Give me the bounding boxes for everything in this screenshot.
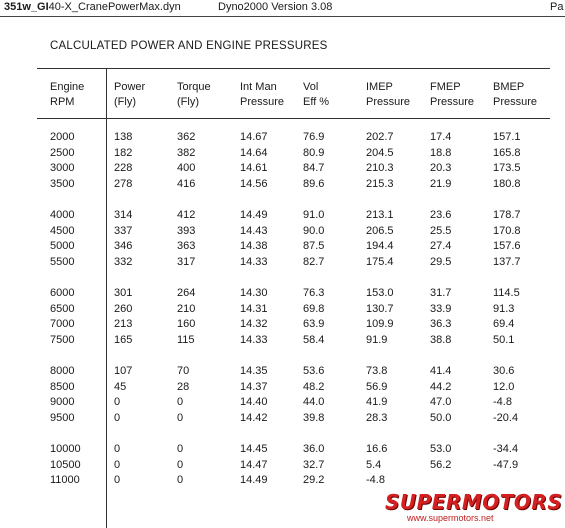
table-row (0, 303, 565, 317)
cell-bmep-pressure: 50.1 (493, 333, 515, 346)
cell-vol-eff: 44.0 (303, 396, 325, 408)
column-header-line: FMEP (430, 81, 461, 93)
cell-imep-pressure: 213.1 (366, 209, 394, 221)
table-row (0, 225, 565, 239)
column-header-line: Engine (50, 81, 85, 93)
cell-vol-eff: 63.9 (303, 318, 325, 330)
cell-engine-rpm: 6500 (50, 302, 75, 315)
cell-fmep-pressure: 27.4 (430, 240, 452, 252)
cell-power-fly: 337 (114, 224, 133, 237)
cell-engine-rpm: 11000 (50, 474, 80, 486)
cell-power-fly: 165 (114, 333, 133, 346)
table-row (0, 396, 565, 410)
table-row (0, 162, 565, 176)
cell-int-man-pressure: 14.30 (240, 287, 268, 299)
table-row (0, 147, 565, 161)
cell-power-fly: 0 (114, 443, 121, 455)
cell-power-fly: 228 (114, 162, 133, 174)
page-label: Pa (550, 1, 564, 13)
cell-fmep-pressure: 56.2 (430, 458, 452, 471)
cell-torque-fly: 70 (177, 365, 190, 377)
cell-engine-rpm: 3000 (50, 162, 75, 174)
cell-power-fly: 182 (114, 146, 133, 159)
cell-int-man-pressure: 14.40 (240, 396, 268, 408)
watermark-logo (385, 490, 561, 526)
cell-vol-eff: 89.6 (303, 177, 325, 190)
cell-imep-pressure: 175.4 (366, 255, 394, 268)
cell-torque-fly: 0 (177, 411, 184, 424)
cell-int-man-pressure: 14.42 (240, 411, 268, 424)
cell-vol-eff: 53.6 (303, 365, 325, 377)
cell-fmep-pressure: 18.8 (430, 146, 452, 159)
cell-bmep-pressure: -20.4 (493, 411, 519, 424)
cell-bmep-pressure: 137.7 (493, 255, 521, 268)
cell-imep-pressure: 5.4 (366, 458, 382, 471)
cell-bmep-pressure: 91.3 (493, 302, 515, 315)
cell-bmep-pressure: 170.8 (493, 224, 521, 237)
cell-torque-fly: 362 (177, 131, 196, 143)
cell-int-man-pressure: 14.56 (240, 177, 268, 190)
table-row (0, 443, 565, 457)
column-header-vol-eff (303, 80, 329, 110)
cell-imep-pressure: 210.3 (366, 162, 394, 174)
cell-engine-rpm: 7000 (50, 318, 75, 330)
table-row (0, 178, 565, 192)
cell-fmep-pressure: 36.3 (430, 318, 452, 330)
cell-engine-rpm: 5500 (50, 255, 75, 268)
table-row (0, 131, 565, 145)
column-header-line: Int Man (240, 81, 277, 93)
cell-fmep-pressure: 23.6 (430, 209, 452, 221)
cell-imep-pressure: 153.0 (366, 287, 394, 299)
column-header-line: Pressure (493, 96, 538, 108)
cell-bmep-pressure: -47.9 (493, 458, 519, 471)
column-header-line: Pressure (430, 96, 475, 108)
cell-bmep-pressure: 173.5 (493, 162, 521, 174)
cell-engine-rpm: 2000 (50, 131, 75, 143)
cell-power-fly: 346 (114, 240, 133, 252)
cell-bmep-pressure: 30.6 (493, 365, 515, 377)
cell-bmep-pressure: -4.8 (493, 396, 512, 408)
cell-int-man-pressure: 14.32 (240, 318, 268, 330)
table-row (0, 334, 565, 348)
column-header-int-man-pressure (240, 80, 284, 110)
cell-engine-rpm: 7500 (50, 333, 75, 346)
table-row (0, 256, 565, 270)
cell-bmep-pressure: 114.5 (493, 287, 520, 299)
cell-torque-fly: 382 (177, 146, 196, 159)
cell-engine-rpm: 2500 (50, 146, 75, 159)
cell-power-fly: 107 (114, 365, 133, 377)
cell-imep-pressure: 130.7 (366, 302, 394, 315)
cell-imep-pressure: 109.9 (366, 318, 394, 330)
cell-power-fly: 0 (114, 411, 121, 424)
app-version: Dyno2000 Version 3.08 (218, 1, 333, 13)
cell-fmep-pressure: 50.0 (430, 411, 452, 424)
cell-imep-pressure: 16.6 (366, 443, 388, 455)
table-row (0, 474, 565, 488)
cell-torque-fly: 115 (177, 333, 195, 346)
cell-vol-eff: 48.2 (303, 380, 325, 393)
cell-bmep-pressure: 180.8 (493, 177, 521, 190)
cell-vol-eff: 29.2 (303, 474, 325, 486)
table-row (0, 209, 565, 223)
cell-power-fly: 45 (114, 380, 127, 393)
cell-engine-rpm: 4000 (50, 209, 75, 221)
cell-power-fly: 0 (114, 458, 121, 471)
column-header-line: BMEP (493, 81, 525, 93)
cell-torque-fly: 400 (177, 162, 196, 174)
column-header-power-fly (114, 80, 145, 110)
cell-fmep-pressure: 21.9 (430, 177, 452, 190)
cell-fmep-pressure: 31.7 (430, 287, 452, 299)
cell-power-fly: 332 (114, 255, 133, 268)
cell-fmep-pressure: 20.3 (430, 162, 452, 174)
table-row (0, 240, 565, 254)
cell-power-fly: 213 (114, 318, 133, 330)
cell-engine-rpm: 4500 (50, 224, 75, 237)
cell-imep-pressure: 194.4 (366, 240, 394, 252)
column-header-bmep-pressure (493, 80, 537, 110)
column-header-line: IMEP (366, 81, 393, 93)
cell-int-man-pressure: 14.31 (240, 302, 268, 315)
document-header (0, 0, 565, 17)
cell-vol-eff: 90.0 (303, 224, 325, 237)
cell-int-man-pressure: 14.38 (240, 240, 268, 252)
cell-torque-fly: 0 (177, 443, 184, 455)
cell-power-fly: 0 (114, 396, 121, 408)
cell-torque-fly: 363 (177, 240, 196, 252)
column-header-line: Eff % (303, 96, 330, 108)
cell-torque-fly: 0 (177, 458, 184, 471)
cell-bmep-pressure: 165.8 (493, 146, 521, 159)
column-header-line: (Fly) (177, 96, 199, 108)
cell-int-man-pressure: 14.33 (240, 255, 268, 268)
cell-engine-rpm: 9000 (50, 396, 75, 408)
cell-torque-fly: 412 (177, 209, 196, 221)
cell-vol-eff: 84.7 (303, 162, 325, 174)
cell-vol-eff: 39.8 (303, 411, 325, 424)
cell-torque-fly: 416 (177, 177, 196, 190)
watermark-url: www.supermotors.net (407, 513, 494, 523)
cell-torque-fly: 0 (177, 474, 184, 486)
cell-engine-rpm: 8000 (50, 365, 75, 377)
table-row (0, 287, 565, 301)
cell-torque-fly: 393 (177, 224, 196, 237)
cell-int-man-pressure: 14.43 (240, 224, 268, 237)
cell-imep-pressure: 73.8 (366, 365, 388, 377)
column-header-imep-pressure (366, 80, 410, 110)
cell-vol-eff: 76.9 (303, 131, 325, 143)
cell-imep-pressure: 202.7 (366, 131, 394, 143)
cell-int-man-pressure: 14.49 (240, 209, 268, 221)
cell-fmep-pressure: 47.0 (430, 396, 452, 408)
column-header-line: RPM (50, 96, 75, 108)
cell-engine-rpm: 3500 (50, 177, 75, 190)
column-header-line: (Fly) (114, 96, 136, 108)
cell-fmep-pressure: 53.0 (430, 443, 452, 455)
table-header-rule (37, 118, 550, 119)
table-row (0, 365, 565, 379)
cell-engine-rpm: 5000 (50, 240, 75, 252)
cell-vol-eff: 58.4 (303, 333, 325, 346)
column-header-engine-rpm (50, 80, 84, 110)
cell-fmep-pressure: 17.4 (430, 131, 452, 143)
cell-vol-eff: 76.3 (303, 287, 325, 299)
cell-engine-rpm: 8500 (50, 380, 75, 393)
cell-torque-fly: 0 (177, 396, 184, 408)
cell-vol-eff: 91.0 (303, 209, 325, 221)
column-header-torque-fly (177, 80, 211, 110)
table-top-rule (37, 68, 550, 69)
file-name-bold: 351w_GI (4, 1, 49, 13)
cell-int-man-pressure: 14.37 (240, 380, 268, 393)
cell-torque-fly: 264 (177, 287, 196, 299)
cell-fmep-pressure: 41.4 (430, 365, 452, 377)
table-row (0, 381, 565, 395)
cell-fmep-pressure: 44.2 (430, 380, 452, 393)
cell-imep-pressure: 206.5 (366, 224, 394, 237)
cell-vol-eff: 87.5 (303, 240, 325, 252)
cell-int-man-pressure: 14.67 (240, 131, 268, 143)
cell-vol-eff: 32.7 (303, 458, 325, 471)
watermark-brand: SUPERMOTORS (385, 490, 563, 514)
cell-fmep-pressure: 33.9 (430, 302, 452, 315)
cell-power-fly: 301 (114, 287, 133, 299)
cell-engine-rpm: 10500 (50, 458, 81, 471)
cell-int-man-pressure: 14.45 (240, 443, 268, 455)
cell-vol-eff: 80.9 (303, 146, 325, 159)
cell-imep-pressure: 91.9 (366, 333, 388, 346)
document-title: CALCULATED POWER AND ENGINE PRESSURES (50, 40, 328, 52)
cell-torque-fly: 160 (177, 318, 196, 330)
cell-int-man-pressure: 14.35 (240, 365, 268, 377)
cell-imep-pressure: 41.9 (366, 396, 388, 408)
table-row (0, 412, 565, 426)
table-row (0, 318, 565, 332)
cell-torque-fly: 210 (177, 302, 196, 315)
column-header-line: Torque (177, 81, 211, 93)
cell-engine-rpm: 6000 (50, 287, 75, 299)
column-header-fmep-pressure (430, 80, 474, 110)
cell-bmep-pressure: 12.0 (493, 380, 515, 393)
cell-int-man-pressure: 14.33 (240, 333, 268, 346)
cell-engine-rpm: 9500 (50, 411, 75, 424)
cell-int-man-pressure: 14.61 (240, 162, 268, 174)
cell-vol-eff: 36.0 (303, 443, 325, 455)
cell-vol-eff: 82.7 (303, 255, 325, 268)
cell-imep-pressure: 204.5 (366, 146, 394, 159)
cell-torque-fly: 317 (177, 255, 196, 268)
cell-power-fly: 314 (114, 209, 133, 221)
cell-engine-rpm: 10000 (50, 443, 81, 455)
column-header-line: Pressure (240, 96, 285, 108)
cell-power-fly: 278 (114, 177, 133, 190)
cell-bmep-pressure: 157.1 (493, 131, 521, 143)
cell-imep-pressure: 56.9 (366, 380, 388, 393)
column-header-line: Vol (303, 81, 319, 93)
cell-int-man-pressure: 14.49 (240, 474, 268, 486)
cell-imep-pressure: 215.3 (366, 177, 394, 190)
cell-int-man-pressure: 14.64 (240, 146, 268, 159)
cell-power-fly: 0 (114, 474, 121, 486)
column-header-line: Power (114, 81, 146, 93)
file-name (4, 1, 181, 13)
cell-bmep-pressure: -34.4 (493, 443, 519, 455)
cell-power-fly: 260 (114, 302, 133, 315)
cell-bmep-pressure: 178.7 (493, 209, 521, 221)
file-name-rest: 40-X_CranePowerMax.dyn (48, 1, 181, 13)
cell-fmep-pressure: 29.5 (430, 255, 452, 268)
cell-bmep-pressure: 69.4 (493, 318, 515, 330)
cell-fmep-pressure: 38.8 (430, 333, 452, 346)
cell-vol-eff: 69.8 (303, 302, 325, 315)
cell-bmep-pressure: 157.6 (493, 240, 521, 252)
cell-torque-fly: 28 (177, 380, 190, 393)
cell-imep-pressure: -4.8 (366, 474, 385, 486)
table-row (0, 459, 565, 473)
column-header-line: Pressure (366, 96, 411, 108)
cell-int-man-pressure: 14.47 (240, 458, 268, 471)
cell-imep-pressure: 28.3 (366, 411, 388, 424)
cell-power-fly: 138 (114, 131, 133, 143)
cell-fmep-pressure: 25.5 (430, 224, 452, 237)
